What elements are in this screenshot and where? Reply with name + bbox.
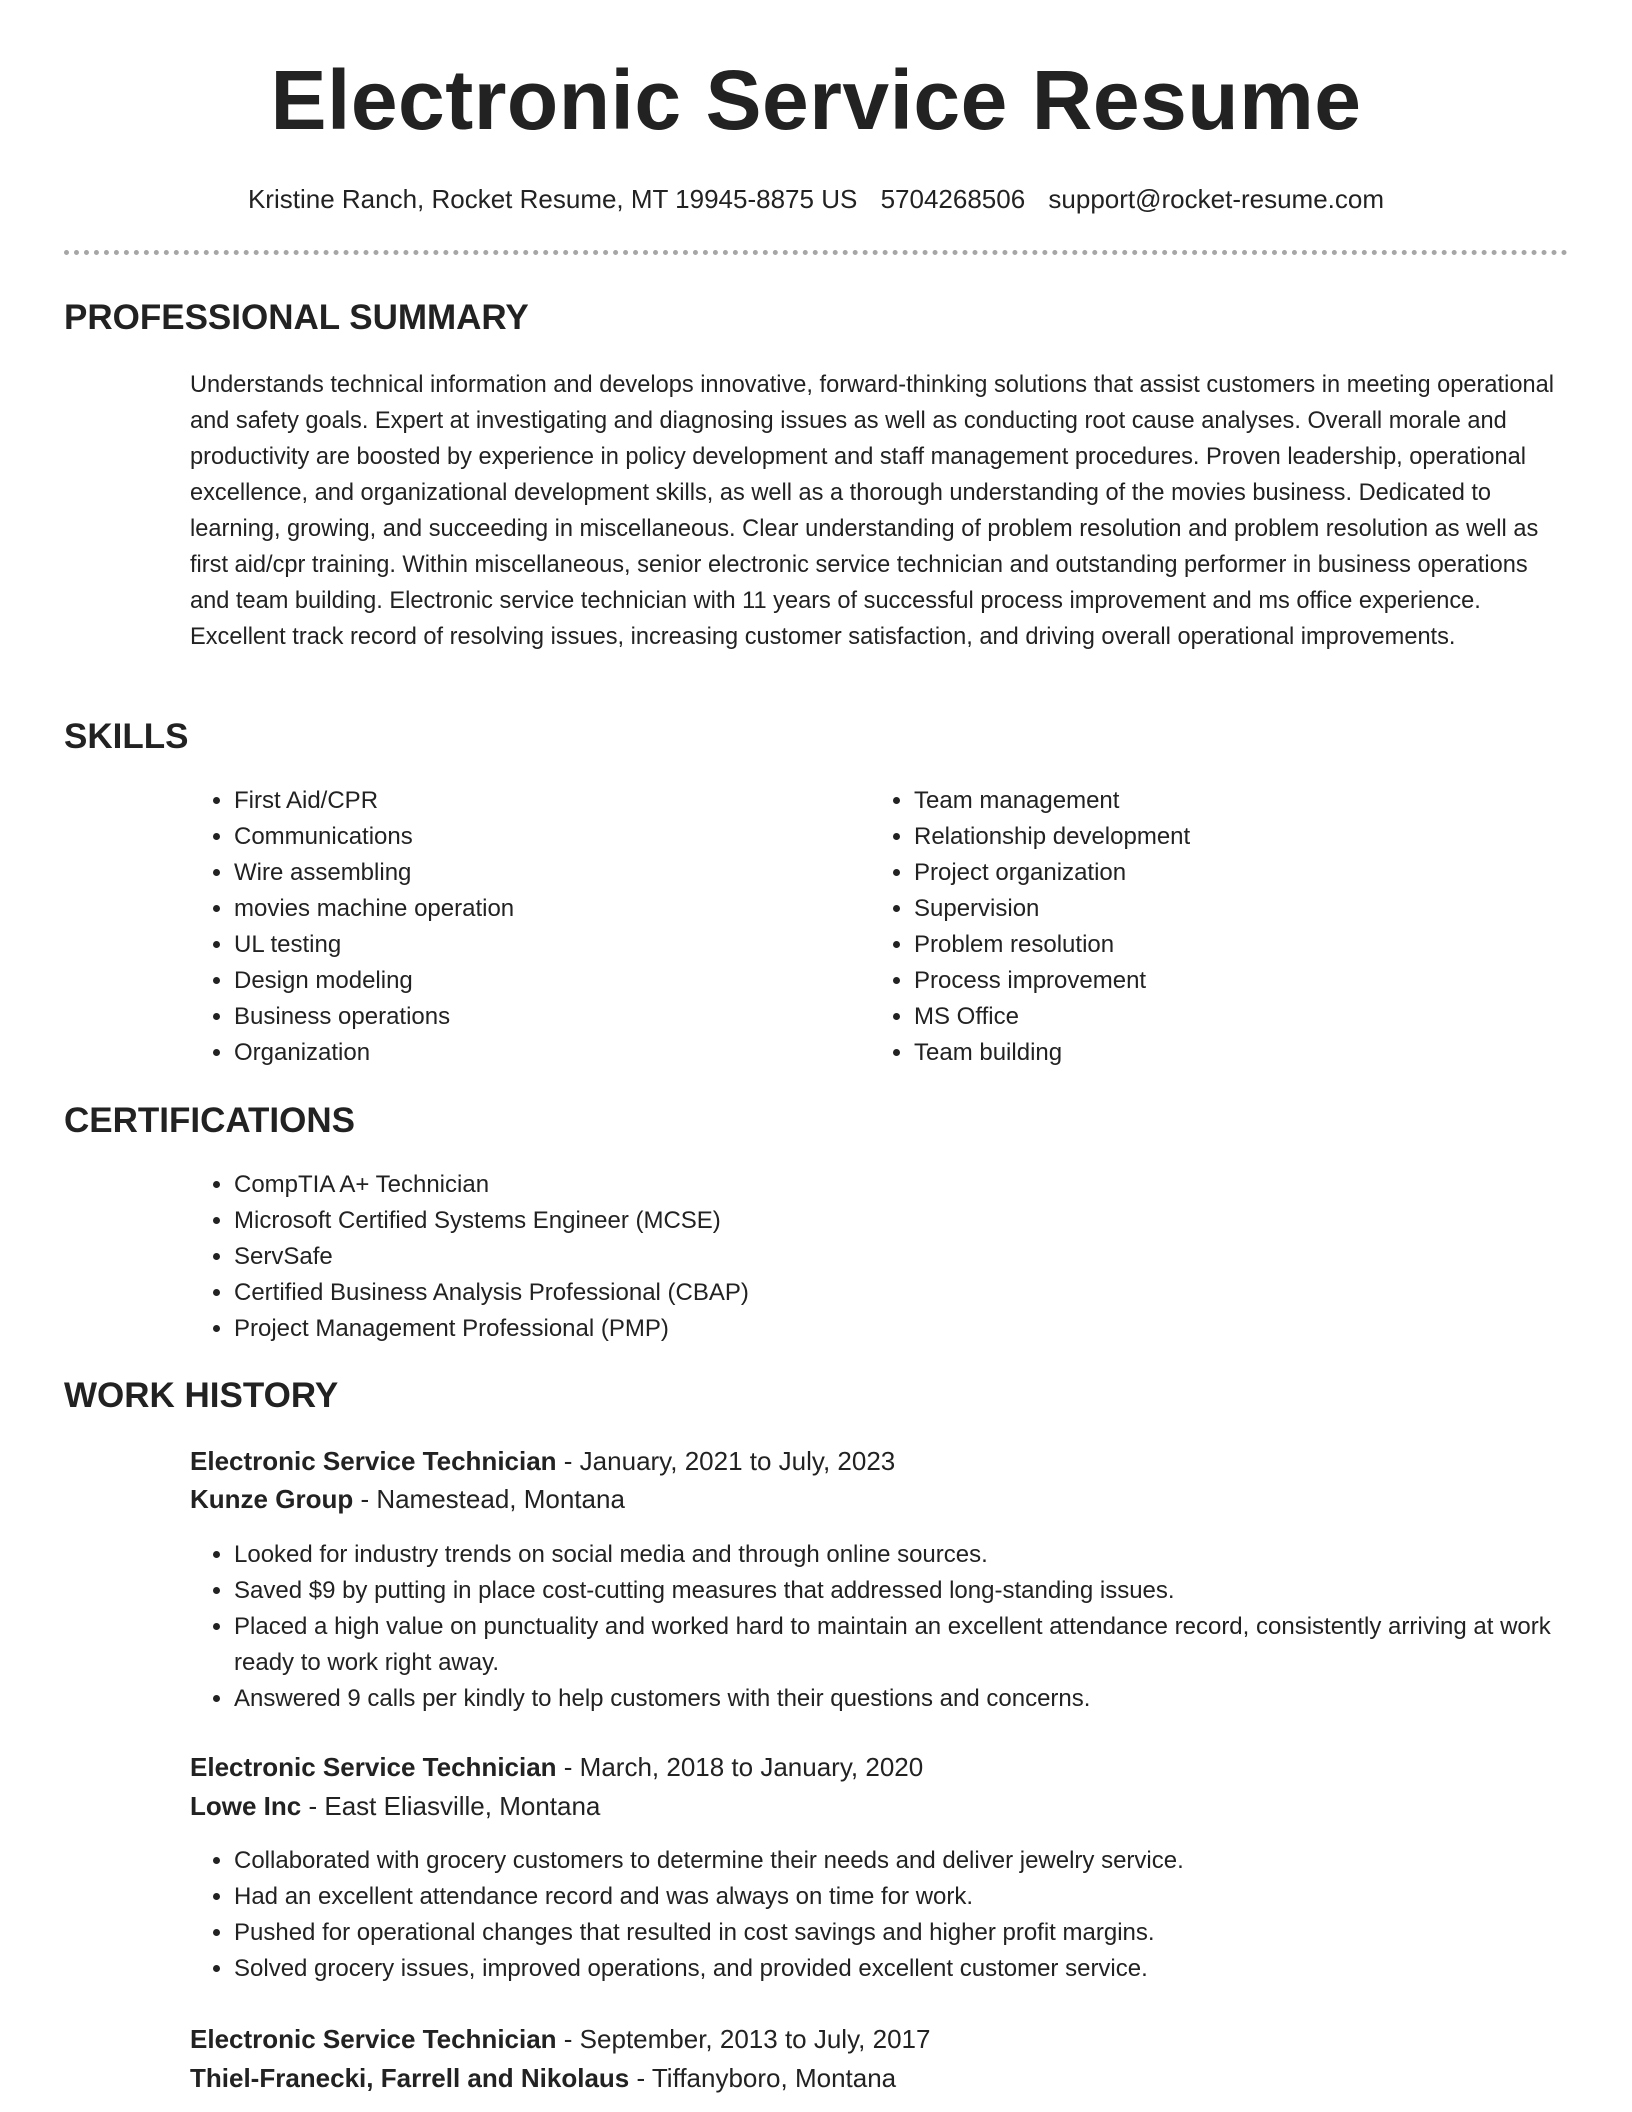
list-item: • movies machine operation bbox=[234, 891, 854, 927]
job-company: Thiel-Franecki, Farrell and Nikolaus bbox=[190, 2063, 630, 2093]
resume-title: Electronic Service Resume bbox=[270, 53, 1362, 147]
list-item: • Communications bbox=[234, 819, 854, 855]
job-company: Kunze Group bbox=[190, 1484, 354, 1514]
job-title-line bbox=[190, 2024, 930, 2055]
contact-phone: 5704268506 bbox=[880, 184, 1026, 214]
job-company-line bbox=[190, 1791, 600, 1822]
list-item: • Wire assembling bbox=[234, 855, 854, 891]
job-dates: - March, 2018 to January, 2020 bbox=[556, 1752, 924, 1782]
list-item: • MS Office bbox=[914, 999, 1534, 1035]
job-company-line bbox=[190, 1484, 625, 1515]
list-item: • First Aid/CPR bbox=[234, 783, 854, 819]
section-title-skills: SKILLS bbox=[64, 717, 189, 756]
list-item: • Organization bbox=[234, 1035, 854, 1071]
list-item: • Business operations bbox=[234, 999, 854, 1035]
job-location: - Namestead, Montana bbox=[353, 1484, 625, 1514]
list-item: • Team building bbox=[914, 1035, 1534, 1071]
section-title-summary: PROFESSIONAL SUMMARY bbox=[64, 298, 529, 337]
section-title-work-history: WORK HISTORY bbox=[64, 1376, 339, 1415]
job-title: Electronic Service Technician bbox=[190, 2024, 557, 2054]
list-item: • Team management bbox=[914, 783, 1534, 819]
list-item: • Process improvement bbox=[914, 963, 1534, 999]
job-title: Electronic Service Technician bbox=[190, 1752, 557, 1782]
job-title: Electronic Service Technician bbox=[190, 1446, 557, 1476]
contact-email: support@rocket-resume.com bbox=[1048, 184, 1385, 214]
list-item: • Problem resolution bbox=[914, 927, 1534, 963]
job-location: - East Eliasville, Montana bbox=[301, 1791, 601, 1821]
job-bullets bbox=[190, 1843, 1614, 1987]
list-item: • Collaborated with grocery customers to determine their needs and deliver jewelry service. bbox=[234, 1843, 1614, 1879]
job-title-line bbox=[190, 1752, 923, 1783]
list-item: • ServSafe bbox=[234, 1239, 1534, 1275]
list-item: • Solved grocery issues, improved operations, and provided excellent customer service. bbox=[234, 1951, 1614, 1987]
list-item: • Had an excellent attendance record and was always on time for work. bbox=[234, 1879, 1614, 1915]
skills-list-left bbox=[190, 783, 854, 1071]
list-item: • Design modeling bbox=[234, 963, 854, 999]
job-company: Lowe Inc bbox=[190, 1791, 302, 1821]
list-item: • Project organization bbox=[914, 855, 1534, 891]
skills-list-right bbox=[870, 783, 1534, 1071]
list-item: • Certified Business Analysis Professional (CBAP) bbox=[234, 1275, 1534, 1311]
list-item: • UL testing bbox=[234, 927, 854, 963]
list-item: • CompTIA A+ Technician bbox=[234, 1167, 1534, 1203]
job-title-line bbox=[190, 1446, 895, 1477]
job-bullets bbox=[190, 1537, 1614, 1717]
list-item: • Placed a high value on punctuality and worked hard to maintain an excellent attendance record, consistently arriving at work ready to work right away. bbox=[234, 1609, 1614, 1681]
list-item: • Project Management Professional (PMP) bbox=[234, 1311, 1534, 1347]
list-item: • Microsoft Certified Systems Engineer (MCSE) bbox=[234, 1203, 1534, 1239]
list-item: • Saved $9 by putting in place cost-cutting measures that addressed long-standing issues. bbox=[234, 1573, 1614, 1609]
job-company-line bbox=[190, 2063, 896, 2094]
job-dates: - September, 2013 to July, 2017 bbox=[556, 2024, 931, 2054]
list-item: • Pushed for operational changes that resulted in cost savings and higher profit margins. bbox=[234, 1915, 1614, 1951]
contact-line bbox=[0, 184, 1632, 215]
summary-text: Understands technical information and develops innovative, forward-thinking solutions that assist customers in meeting operational and safety goals. Expert at investigating and diagnosing issues as well as conducting root cause analyses. Overall morale and productivity are boosted by experience in policy development and staff management procedures. Proven leadership, operational excellence, and organizational development skills, as well as a thorough understanding of the movies business. Dedicated to learning, growing, and succeeding in miscellaneous. Clear understanding of problem resolution and problem resolution as well as first aid/cpr training. Within miscellaneous, senior electronic service technician and outstanding performer in business operations and team building. Electronic service technician with 11 years of successful process improvement and ms office experience. Excellent track record of resolving issues, increasing customer satisfaction, and driving overall operational improvements. bbox=[190, 372, 1554, 650]
contact-address: Kristine Ranch, Rocket Resume, MT 19945-8875 US bbox=[247, 184, 858, 214]
list-item: • Relationship development bbox=[914, 819, 1534, 855]
list-item: • Supervision bbox=[914, 891, 1534, 927]
job-location: - Tiffanyboro, Montana bbox=[629, 2063, 897, 2093]
list-item: • Answered 9 calls per kindly to help customers with their questions and concerns. bbox=[234, 1681, 1614, 1717]
list-item: • Looked for industry trends on social media and through online sources. bbox=[234, 1537, 1614, 1573]
job-dates: - January, 2021 to July, 2023 bbox=[556, 1446, 896, 1476]
certifications-list bbox=[190, 1167, 1534, 1347]
header-divider bbox=[64, 250, 1568, 255]
section-title-certifications: CERTIFICATIONS bbox=[64, 1101, 356, 1140]
